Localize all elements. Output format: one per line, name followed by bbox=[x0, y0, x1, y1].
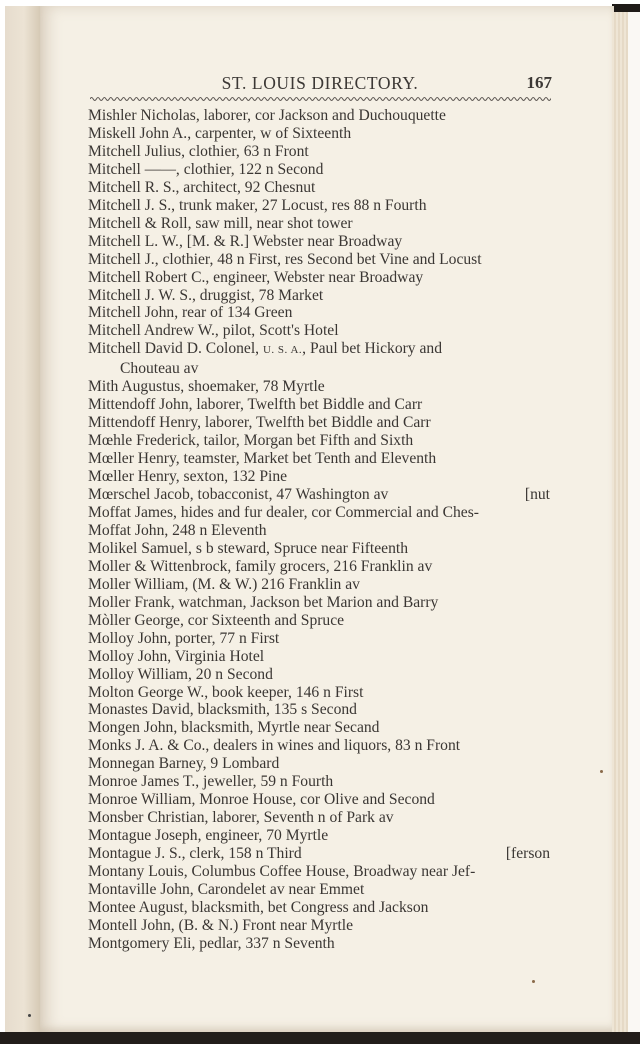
directory-entry bbox=[88, 233, 558, 251]
directory-entry bbox=[88, 269, 558, 287]
directory-entry bbox=[88, 791, 558, 809]
directory-entry bbox=[88, 378, 558, 396]
directory-entry bbox=[88, 143, 558, 161]
entry-text: Montgomery Eli, pedlar, 337 n Seventh bbox=[88, 934, 335, 952]
entry-text: Mitchell John, rear of 134 Green bbox=[88, 304, 293, 322]
directory-entry bbox=[88, 396, 558, 414]
directory-entry bbox=[88, 648, 558, 666]
directory-entry bbox=[88, 755, 558, 773]
directory-entry bbox=[88, 161, 558, 179]
entry-text: Mitchell Julius, clothier, 63 n Front bbox=[88, 142, 309, 160]
directory-entry bbox=[88, 684, 558, 702]
directory-entry bbox=[88, 899, 558, 917]
directory-entry bbox=[88, 125, 558, 143]
scan-border-bottom bbox=[0, 1032, 640, 1044]
entry-text: Mishler Nicholas, laborer, cor Jackson and Duchouquette bbox=[88, 107, 446, 124]
entry-text: Mœller Henry, sexton, 132 Pine bbox=[88, 468, 288, 486]
entry-carryover: [nut bbox=[524, 486, 550, 504]
paper-speck bbox=[28, 1014, 31, 1017]
directory-entry bbox=[88, 612, 558, 630]
directory-entry bbox=[88, 107, 558, 125]
entry-text: Mitchell J. W. S., druggist, 78 Market bbox=[88, 286, 324, 304]
entry-abbreviation: U. S. A. bbox=[262, 344, 303, 357]
directory-entry bbox=[88, 486, 558, 504]
directory-entries bbox=[88, 107, 558, 953]
entry-text: Miskell John A., carpenter, w of Sixteenth bbox=[88, 124, 352, 142]
directory-entry bbox=[88, 809, 558, 827]
directory-entry bbox=[88, 322, 558, 340]
entry-text: Mitchell R. S., architect, 92 Chesnut bbox=[88, 178, 316, 196]
entry-text: Montee August, blacksmith, bet Congress and Jackson bbox=[88, 898, 429, 916]
entry-text: Mittendoff John, laborer, Twelfth bet Biddle and Carr bbox=[88, 396, 423, 414]
directory-entry bbox=[88, 917, 558, 935]
entry-text: Mitchell J., clothier, 48 n First, res Second bet Vine and Locust bbox=[88, 250, 482, 268]
paper-speck bbox=[600, 770, 603, 773]
entry-text: Montell John, (B. & N.) Front near Myrtle bbox=[88, 916, 354, 934]
entry-text: Mòller George, cor Sixteenth and Spruce bbox=[88, 611, 345, 629]
entry-text: Mœhle Frederick, tailor, Morgan bet Fifth and Sixth bbox=[88, 432, 414, 450]
entry-text: Monroe William, Monroe House, cor Olive and Second bbox=[88, 791, 435, 809]
entry-text: Molloy John, Virginia Hotel bbox=[88, 647, 265, 665]
directory-entry bbox=[88, 304, 558, 322]
directory-entry bbox=[88, 935, 558, 953]
entry-text: Mitchell Andrew W., pilot, Scott's Hotel bbox=[88, 322, 339, 340]
running-title: ST. LOUIS DIRECTORY. bbox=[221, 73, 419, 93]
directory-entry bbox=[88, 251, 558, 269]
directory-entry bbox=[88, 666, 558, 684]
entry-text: Molikel Samuel, s b steward, Spruce near Fifteenth bbox=[88, 539, 409, 557]
directory-entry bbox=[88, 594, 558, 612]
entry-text: Moffat John, 248 n Eleventh bbox=[88, 521, 267, 539]
entry-text: Mitchell J. S., trunk maker, 27 Locust, res 88 n Fourth bbox=[88, 196, 427, 214]
wavy-header-rule bbox=[90, 95, 551, 103]
entry-text: Monroe James T., jeweller, 59 n Fourth bbox=[88, 773, 334, 791]
entry-text: Mitchell Robert C., engineer, Webster near Broadway bbox=[88, 268, 424, 286]
entry-text-after: , Paul bet Hickory and bbox=[302, 340, 443, 358]
scan-border-right bbox=[628, 12, 640, 1034]
entry-text: Mitchell L. W., [M. & R.] Webster near Broadway bbox=[88, 232, 403, 250]
directory-entry bbox=[88, 179, 558, 197]
entry-text: Moller & Wittenbrock, family grocers, 216 Franklin av bbox=[88, 557, 433, 575]
entry-text: Moffat James, hides and fur dealer, cor Commercial and Ches- bbox=[88, 503, 479, 521]
directory-entry bbox=[88, 719, 558, 737]
entry-text: Mith Augustus, shoemaker, 78 Myrtle bbox=[88, 378, 325, 396]
directory-entry bbox=[88, 737, 558, 755]
directory-entry bbox=[88, 773, 558, 791]
entry-text: Molloy William, 20 n Second bbox=[88, 665, 273, 683]
directory-entry bbox=[88, 540, 558, 558]
directory-entry bbox=[88, 863, 558, 881]
directory-entry bbox=[88, 197, 558, 215]
entry-text: Montany Louis, Columbus Coffee House, Broadway near Jef- bbox=[88, 863, 476, 881]
entry-text: Mitchell ——, clothier, 122 n Second bbox=[88, 160, 324, 178]
directory-entry bbox=[88, 468, 558, 486]
entry-text: Montague J. S., clerk, 158 n Third bbox=[88, 845, 302, 863]
directory-entry bbox=[88, 701, 558, 719]
entry-text: Molloy John, porter, 77 n First bbox=[88, 629, 280, 647]
directory-entry bbox=[88, 630, 558, 648]
entry-text: Mittendoff Henry, laborer, Twelfth bet Biddle and Carr bbox=[88, 414, 431, 432]
page-number: 167 bbox=[526, 73, 552, 92]
page-header bbox=[88, 73, 552, 95]
entry-text: Mongen John, blacksmith, Myrtle near Secand bbox=[88, 719, 380, 737]
directory-entry bbox=[88, 576, 558, 594]
entry-text: Montague Joseph, engineer, 70 Myrtle bbox=[88, 827, 329, 845]
directory-entry bbox=[88, 845, 558, 863]
entry-text: Mœrschel Jacob, tobacconist, 47 Washington av bbox=[88, 486, 389, 504]
entry-text: Moller William, (M. & W.) 216 Franklin av bbox=[88, 575, 360, 593]
directory-entry bbox=[88, 287, 558, 305]
entry-text: Montaville John, Carondelet av near Emmet bbox=[88, 880, 365, 898]
entry-carryover: [ferson bbox=[505, 845, 550, 863]
entry-text: Monastes David, blacksmith, 135 s Second bbox=[88, 701, 357, 719]
entry-text: Molton George W., book keeper, 146 n First bbox=[88, 683, 364, 701]
entry-text: Mœller Henry, teamster, Market bet Tenth and Eleventh bbox=[88, 450, 437, 468]
directory-entry bbox=[88, 881, 558, 899]
right-page-edges bbox=[612, 12, 628, 1032]
directory-entry bbox=[88, 414, 558, 432]
directory-entry bbox=[88, 827, 558, 845]
directory-entry bbox=[88, 340, 558, 378]
entry-continuation: Chouteau av bbox=[120, 360, 199, 378]
entry-text: Mitchell & Roll, saw mill, near shot tower bbox=[88, 214, 353, 232]
directory-entry bbox=[88, 215, 558, 233]
entry-text: Monks J. A. & Co., dealers in wines and liquors, 83 n Front bbox=[88, 737, 461, 755]
directory-entry bbox=[88, 450, 558, 468]
directory-entry bbox=[88, 558, 558, 576]
entry-text: Moller Frank, watchman, Jackson bet Marion and Barry bbox=[88, 593, 439, 611]
directory-entry bbox=[88, 432, 558, 450]
paper-speck bbox=[532, 980, 535, 983]
directory-entry bbox=[88, 522, 558, 540]
entry-text: Mitchell David D. Colonel, bbox=[88, 340, 263, 358]
entry-text: Monnegan Barney, 9 Lombard bbox=[88, 755, 280, 773]
directory-entry bbox=[88, 504, 558, 522]
entry-text: Monsber Christian, laborer, Seventh n of Park av bbox=[88, 809, 394, 827]
